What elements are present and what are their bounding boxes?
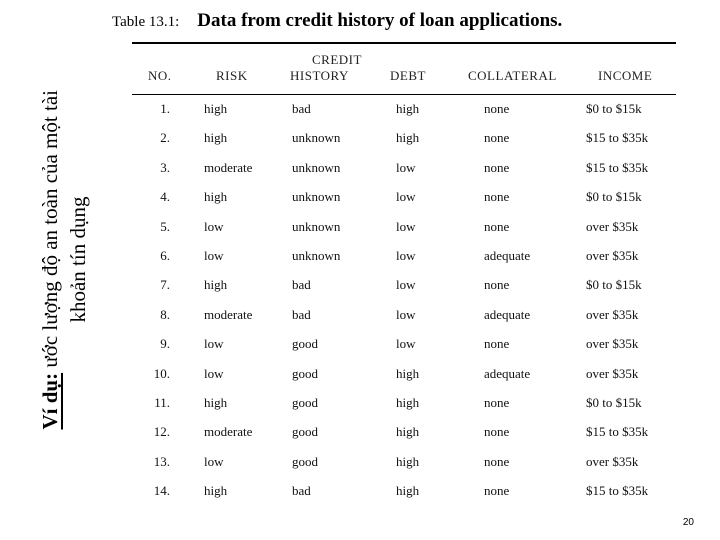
cell-no: 11.	[154, 394, 170, 410]
slide-title-lead: Ví dụ:	[38, 373, 62, 430]
cell-history: good	[292, 424, 318, 440]
cell-collateral: none	[484, 424, 510, 440]
cell-risk: low	[204, 453, 224, 469]
cell-income: over $35k	[586, 365, 639, 381]
cell-risk: low	[204, 336, 224, 352]
cell-debt: high	[396, 365, 420, 381]
table-row	[132, 95, 676, 124]
slide-title-line-1	[36, 90, 64, 430]
cell-income: $0 to $15k	[586, 101, 642, 116]
table-row	[132, 213, 676, 242]
slide-title-text	[36, 90, 92, 430]
cell-no: 13.	[153, 453, 170, 469]
cell-history: bad	[292, 101, 311, 116]
cell-history: unknown	[292, 189, 341, 205]
table-row	[132, 330, 676, 359]
cell-history: unknown	[292, 130, 341, 146]
table-row	[132, 418, 676, 447]
cell-history: good	[292, 453, 318, 469]
cell-risk: moderate	[204, 306, 253, 322]
cell-collateral: adequate	[484, 247, 531, 263]
cell-history: unknown	[292, 218, 341, 234]
cell-no: 10.	[153, 365, 170, 381]
table-row	[132, 183, 676, 212]
cell-income: over $35k	[586, 218, 639, 234]
cell-no: 8.	[160, 306, 170, 322]
cell-debt: low	[396, 218, 416, 234]
cell-income: $15 to $35k	[586, 159, 649, 175]
cell-debt: low	[396, 306, 416, 322]
cell-risk: high	[204, 277, 228, 293]
cell-debt: high	[396, 453, 420, 469]
cell-collateral: none	[484, 336, 510, 352]
cell-no: 2.	[160, 130, 170, 146]
col-header-debt: DEBT	[390, 68, 426, 83]
cell-risk: high	[204, 483, 228, 499]
table-row	[132, 477, 676, 506]
cell-no: 4.	[160, 189, 170, 205]
cell-income: $0 to $15k	[586, 394, 642, 410]
table-row	[132, 448, 676, 477]
cell-risk: moderate	[204, 424, 253, 440]
table-row	[132, 271, 676, 300]
table-row	[132, 389, 676, 418]
cell-risk: high	[204, 189, 228, 205]
cell-risk: high	[204, 394, 228, 410]
cell-income: $15 to $35k	[586, 424, 649, 440]
cell-risk: high	[204, 130, 228, 146]
cell-debt: low	[396, 336, 416, 352]
col-header-history: HISTORY	[290, 68, 349, 83]
cell-no: 6.	[160, 247, 170, 263]
cell-collateral: none	[484, 159, 510, 175]
table-caption-label: Table 13.1:	[112, 14, 180, 30]
table-row	[132, 242, 676, 271]
cell-debt: high	[396, 130, 420, 146]
cell-income: $15 to $35k	[586, 130, 649, 146]
cell-collateral: none	[484, 453, 510, 469]
cell-income: $0 to $15k	[586, 277, 642, 293]
cell-collateral: none	[484, 483, 510, 499]
cell-risk: low	[204, 218, 224, 234]
cell-collateral: none	[484, 218, 510, 234]
cell-debt: low	[396, 277, 416, 293]
cell-no: 7.	[160, 277, 170, 293]
cell-debt: high	[396, 394, 420, 410]
table-row	[132, 301, 676, 330]
cell-history: unknown	[292, 247, 341, 263]
cell-debt: low	[396, 247, 416, 263]
cell-collateral: none	[484, 394, 510, 410]
cell-history: bad	[292, 277, 311, 293]
cell-no: 9.	[160, 336, 170, 352]
table-caption-text: Data from credit history of loan applications.	[197, 10, 563, 31]
cell-history: bad	[292, 306, 311, 322]
cell-collateral: none	[484, 101, 510, 116]
cell-income: over $35k	[586, 247, 639, 263]
cell-collateral: adequate	[484, 306, 531, 322]
cell-income: over $35k	[586, 336, 639, 352]
cell-no: 12.	[153, 424, 170, 440]
cell-debt: high	[396, 101, 420, 116]
table-row	[132, 360, 676, 389]
cell-collateral: none	[484, 277, 510, 293]
cell-debt: low	[396, 189, 416, 205]
cell-history: unknown	[292, 159, 341, 175]
cell-risk: high	[204, 101, 228, 116]
cell-income: $0 to $15k	[586, 189, 642, 205]
slide-title-line-1-rest: ước lượng độ an toàn của một tài	[38, 90, 62, 374]
table-row	[132, 124, 676, 153]
cell-income: over $35k	[586, 453, 639, 469]
cell-history: good	[292, 365, 318, 381]
cell-collateral: adequate	[484, 365, 531, 381]
cell-debt: low	[396, 159, 416, 175]
cell-income: over $35k	[586, 306, 639, 322]
cell-no: 3.	[160, 159, 170, 175]
cell-risk: low	[204, 365, 224, 381]
page-number: 20	[682, 517, 694, 528]
cell-no: 5.	[160, 218, 170, 234]
slide-title	[22, 18, 106, 502]
table-body	[132, 95, 676, 506]
col-header-credit: CREDIT	[312, 52, 362, 67]
cell-debt: high	[396, 483, 420, 499]
cell-history: bad	[292, 483, 311, 499]
cell-risk: low	[204, 247, 224, 263]
table-header	[132, 50, 676, 90]
cell-income: $15 to $35k	[586, 483, 649, 499]
cell-collateral: none	[484, 189, 510, 205]
col-header-income: INCOME	[598, 68, 653, 83]
slide-title-line-2: khoản tín dụng	[66, 197, 90, 323]
col-header-risk: RISK	[216, 68, 248, 83]
cell-collateral: none	[484, 130, 510, 146]
cell-history: good	[292, 336, 318, 352]
table-row	[132, 154, 676, 183]
cell-risk: moderate	[204, 159, 253, 175]
cell-no: 14.	[153, 483, 170, 499]
table-caption	[112, 10, 702, 32]
cell-debt: high	[396, 424, 420, 440]
table-top-rule	[132, 42, 676, 44]
cell-no: 1.	[160, 101, 170, 116]
cell-history: good	[292, 394, 318, 410]
col-header-no: NO.	[148, 68, 172, 83]
col-header-collateral: COLLATERAL	[468, 68, 557, 83]
